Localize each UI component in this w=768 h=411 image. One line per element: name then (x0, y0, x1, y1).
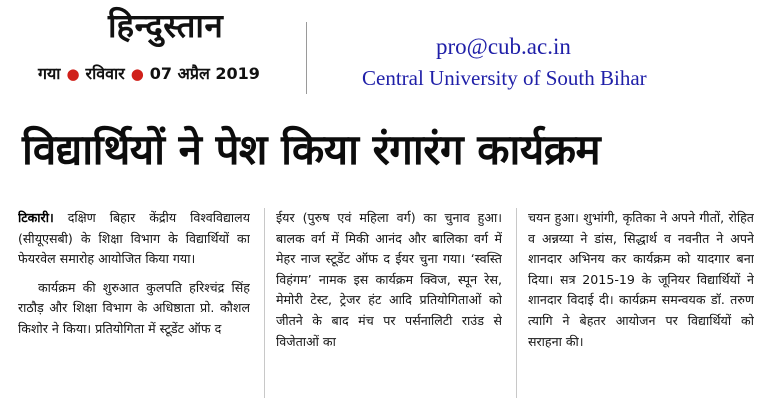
article-column-2 (276, 208, 502, 360)
dateline-place: टिकारी। (18, 210, 54, 225)
headline: विद्यार्थियों ने पेश किया रंगारंग कार्यक्रम (22, 125, 601, 174)
article-paragraph: कार्यक्रम की शुरुआत कुलपति हरिश्चंद्र सिंह राठौड़ और शिक्षा विभाग के अधिष्ठाता प्रो. कौशल किशोर ने किया। प्रतियोगिता में स्टूडेंट ऑफ द (18, 279, 250, 336)
article-text: दक्षिण बिहार केंद्रीय विश्वविद्यालय (सीयूएसबी) के शिक्षा विभाग के विद्यार्थियों का फेयरवेल समारोह आयोजित किया गया। (18, 210, 250, 267)
newspaper-name: हिन्दुस्तान (108, 6, 224, 45)
bullet-icon: ● (66, 65, 80, 83)
pro-email: pro@cub.ac.in (436, 34, 571, 59)
column-divider (516, 208, 517, 398)
column-divider (264, 208, 265, 398)
article-paragraph: ईयर (पुरुष एवं महिला वर्ग) का चुनाव हुआ। बालक वर्ग में मिकी आनंद और बालिका वर्ग में मेहर नाज स्टूडेंट ऑफ द ईयर चुना गया। ‘स्वस्ति विहंगम’ नामक इस कार्यक्रम क्विज, स्पून रेस, मेमोरी टेस्ट, ट्रेजर हंट आदि प्रतियोगिताओं को जीतने के बाद मंच पर पर्सनालिटी राउंड से विजेताओं का (276, 210, 502, 349)
university-name: Central University of South Bihar (362, 66, 647, 90)
dateline-day: रविवार (85, 64, 125, 83)
masthead (0, 0, 768, 100)
dateline-date: 07 अप्रैल 2019 (149, 64, 260, 83)
article-column-1 (18, 208, 250, 348)
article-column-3 (528, 208, 754, 360)
article-paragraph: चयन हुआ। शुभांगी, कृतिका ने अपने गीतों, रोहित व अन्नय्या ने डांस, सिद्धार्थ व नवनीत ने अपने शानदार अभिनय कर कार्यक्रम को यादगार बना दिया। सत्र 2015-19 के जूनियर विद्यार्थियों ने शानदार विदाई दी। कार्यक्रम समन्वयक डॉ. तरुण त्यागि ने बेहतर आयोजन पर विद्यार्थियों को सराहना की। (528, 210, 754, 349)
bullet-icon: ● (130, 65, 144, 83)
masthead-divider (306, 22, 307, 94)
dateline (38, 62, 260, 84)
article-paragraph (18, 208, 250, 270)
dateline-city: गया (38, 64, 61, 83)
